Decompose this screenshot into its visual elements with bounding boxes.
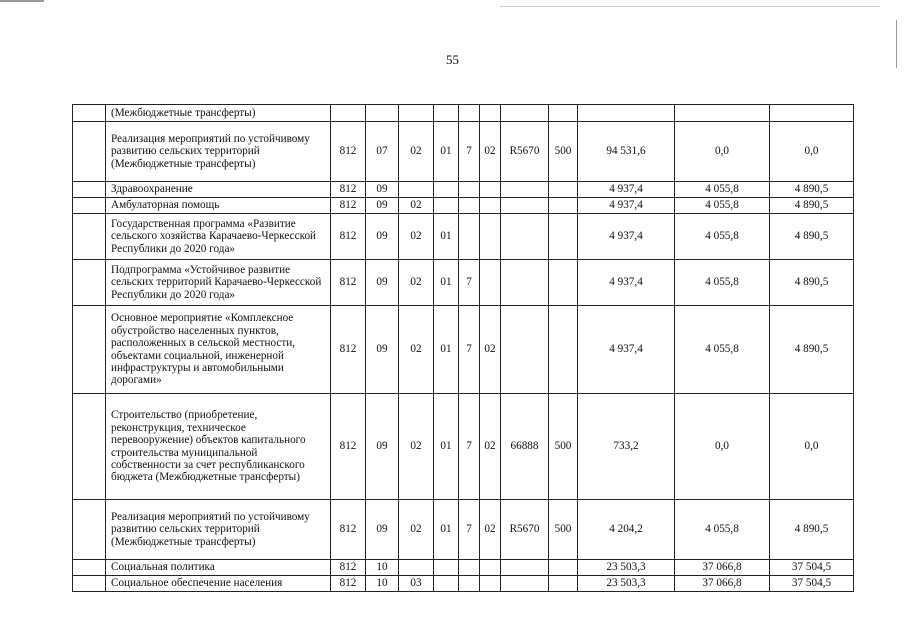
cell-subsection — [399, 182, 434, 198]
cell-expense-type — [549, 182, 578, 198]
cell-program — [434, 560, 459, 576]
cell-amount-year2: 4 055,8 — [675, 198, 770, 214]
cell-amount-year1: 4 937,4 — [578, 198, 675, 214]
cell-item-name: Реализация мероприятий по устойчивому развитию сельских территорий (Межбюджетные трансферты) — [106, 122, 331, 182]
table-row — [73, 394, 854, 500]
cell-subsection: 02 — [399, 214, 434, 260]
cell-direction — [501, 214, 549, 260]
cell-program: 01 — [434, 260, 459, 306]
cell-subprogram: 7 — [459, 122, 480, 182]
cell-subprogram: 7 — [459, 306, 480, 394]
cell-amount-year1 — [578, 105, 675, 122]
cell-subsection — [399, 560, 434, 576]
cell-expense-type: 500 — [549, 122, 578, 182]
cell-item-name: Подпрограмма «Устойчивое развитие сельских территорий Карачаево-Черкесской Республики до 2020 года» — [106, 260, 331, 306]
cell-program — [434, 105, 459, 122]
cell-event — [480, 576, 501, 592]
cell-item-name: Амбулаторная помощь — [106, 198, 331, 214]
cell-amount-year2: 4 055,8 — [675, 214, 770, 260]
cell-subprogram: 7 — [459, 394, 480, 500]
cell-direction: R5670 — [501, 122, 549, 182]
cell-program — [434, 576, 459, 592]
cell-program: 01 — [434, 394, 459, 500]
cell-expense-type: 500 — [549, 500, 578, 560]
table-row — [73, 198, 854, 214]
cell-amount-year2: 4 055,8 — [675, 500, 770, 560]
cell-amount-year3 — [770, 105, 854, 122]
cell-subprogram: 7 — [459, 260, 480, 306]
cell-expense-type — [549, 306, 578, 394]
cell-section: 10 — [366, 576, 399, 592]
cell-item-name: Строительство (приобретение, реконструкция, техническое перевооружение) объектов капитального строительства муниципальной собственности за счет республиканского бюджета (Межбюджетные трансферты) — [106, 394, 331, 500]
cell-event: 02 — [480, 306, 501, 394]
cell-index — [73, 182, 106, 198]
cell-amount-year3: 4 890,5 — [770, 500, 854, 560]
cell-section: 09 — [366, 260, 399, 306]
cell-amount-year1: 23 503,3 — [578, 576, 675, 592]
cell-section: 09 — [366, 182, 399, 198]
cell-index — [73, 576, 106, 592]
cell-index — [73, 394, 106, 500]
cell-ministry: 812 — [331, 500, 366, 560]
table-row — [73, 306, 854, 394]
cell-program — [434, 198, 459, 214]
cell-ministry: 812 — [331, 214, 366, 260]
cell-expense-type — [549, 576, 578, 592]
cell-ministry: 812 — [331, 122, 366, 182]
cell-amount-year1: 4 937,4 — [578, 182, 675, 198]
cell-expense-type — [549, 260, 578, 306]
cell-index — [73, 306, 106, 394]
cell-amount-year1: 23 503,3 — [578, 560, 675, 576]
cell-subprogram — [459, 182, 480, 198]
page-number: 55 — [446, 52, 459, 67]
cell-subprogram — [459, 198, 480, 214]
cell-amount-year3: 4 890,5 — [770, 260, 854, 306]
cell-ministry: 812 — [331, 306, 366, 394]
cell-amount-year2: 0,0 — [675, 122, 770, 182]
cell-expense-type: 500 — [549, 394, 578, 500]
cell-amount-year2: 0,0 — [675, 394, 770, 500]
cell-expense-type — [549, 214, 578, 260]
cell-event — [480, 214, 501, 260]
cell-amount-year2: 4 055,8 — [675, 306, 770, 394]
cell-item-name: Здравоохранение — [106, 182, 331, 198]
cell-direction — [501, 182, 549, 198]
cell-ministry: 812 — [331, 198, 366, 214]
cell-subsection: 02 — [399, 394, 434, 500]
cell-amount-year3: 37 504,5 — [770, 576, 854, 592]
cell-section: 07 — [366, 122, 399, 182]
cell-amount-year3: 4 890,5 — [770, 198, 854, 214]
cell-section: 09 — [366, 500, 399, 560]
cell-section: 10 — [366, 560, 399, 576]
cell-direction — [501, 260, 549, 306]
cell-section — [366, 105, 399, 122]
cell-subsection: 02 — [399, 122, 434, 182]
cell-ministry: 812 — [331, 182, 366, 198]
cell-item-name: Реализация мероприятий по устойчивому развитию сельских территорий (Межбюджетные трансферты) — [106, 500, 331, 560]
cell-program: 01 — [434, 214, 459, 260]
cell-direction — [501, 560, 549, 576]
cell-ministry: 812 — [331, 394, 366, 500]
cell-program — [434, 182, 459, 198]
cell-event — [480, 105, 501, 122]
cell-direction: R5670 — [501, 500, 549, 560]
cell-subsection: 02 — [399, 306, 434, 394]
cell-subsection — [399, 105, 434, 122]
table-row — [73, 260, 854, 306]
cell-section: 09 — [366, 306, 399, 394]
cell-amount-year3: 4 890,5 — [770, 214, 854, 260]
cell-amount-year1: 4 204,2 — [578, 500, 675, 560]
cell-expense-type — [549, 105, 578, 122]
cell-amount-year2 — [675, 105, 770, 122]
cell-subprogram — [459, 105, 480, 122]
cell-amount-year3: 37 504,5 — [770, 560, 854, 576]
cell-event — [480, 560, 501, 576]
table-row — [73, 214, 854, 260]
cell-item-name: Социальное обеспечение населения — [106, 576, 331, 592]
cell-amount-year2: 37 066,8 — [675, 576, 770, 592]
table-row — [73, 182, 854, 198]
cell-amount-year1: 733,2 — [578, 394, 675, 500]
cell-amount-year3: 0,0 — [770, 122, 854, 182]
cell-index — [73, 105, 106, 122]
cell-amount-year1: 4 937,4 — [578, 214, 675, 260]
cell-subprogram — [459, 576, 480, 592]
cell-section: 09 — [366, 198, 399, 214]
table-row — [73, 576, 854, 592]
cell-direction — [501, 198, 549, 214]
cell-expense-type — [549, 198, 578, 214]
table-row — [73, 105, 854, 122]
cell-index — [73, 260, 106, 306]
table-row — [73, 560, 854, 576]
cell-amount-year1: 94 531,6 — [578, 122, 675, 182]
cell-ministry: 812 — [331, 576, 366, 592]
cell-index — [73, 500, 106, 560]
cell-subprogram: 7 — [459, 500, 480, 560]
budget-table — [72, 104, 854, 592]
cell-ministry: 812 — [331, 260, 366, 306]
cell-amount-year3: 4 890,5 — [770, 182, 854, 198]
cell-direction: 66888 — [501, 394, 549, 500]
cell-section: 09 — [366, 214, 399, 260]
scan-mark-top-line — [500, 6, 880, 7]
cell-expense-type — [549, 560, 578, 576]
cell-direction — [501, 576, 549, 592]
cell-index — [73, 214, 106, 260]
cell-index — [73, 560, 106, 576]
cell-event: 02 — [480, 500, 501, 560]
cell-ministry — [331, 105, 366, 122]
cell-event — [480, 198, 501, 214]
cell-program: 01 — [434, 500, 459, 560]
cell-amount-year3: 0,0 — [770, 394, 854, 500]
cell-item-name: Основное мероприятие «Комплексное обустройство населенных пунктов, расположенных в сельской местности, объектами социальной, инженерной инфраструктуры и автомобильными дорогами» — [106, 306, 331, 394]
cell-subprogram — [459, 560, 480, 576]
cell-direction — [501, 306, 549, 394]
cell-subsection: 02 — [399, 260, 434, 306]
cell-amount-year1: 4 937,4 — [578, 260, 675, 306]
cell-section: 09 — [366, 394, 399, 500]
table-row — [73, 500, 854, 560]
cell-item-name: (Межбюджетные трансферты) — [106, 105, 331, 122]
cell-item-name: Государственная программа «Развитие сельского хозяйства Карачаево-Черкесской Республики до 2020 года» — [106, 214, 331, 260]
cell-amount-year3: 4 890,5 — [770, 306, 854, 394]
cell-subsection: 03 — [399, 576, 434, 592]
cell-ministry: 812 — [331, 560, 366, 576]
cell-amount-year2: 4 055,8 — [675, 182, 770, 198]
cell-index — [73, 122, 106, 182]
cell-event — [480, 182, 501, 198]
cell-direction — [501, 105, 549, 122]
cell-program: 01 — [434, 306, 459, 394]
table-body — [73, 105, 854, 592]
cell-amount-year2: 37 066,8 — [675, 560, 770, 576]
cell-subsection: 02 — [399, 198, 434, 214]
cell-event: 02 — [480, 394, 501, 500]
cell-subsection: 02 — [399, 500, 434, 560]
cell-program: 01 — [434, 122, 459, 182]
cell-item-name: Социальная политика — [106, 560, 331, 576]
cell-amount-year1: 4 937,4 — [578, 306, 675, 394]
cell-event: 02 — [480, 122, 501, 182]
cell-amount-year2: 4 055,8 — [675, 260, 770, 306]
cell-event — [480, 260, 501, 306]
cell-subprogram — [459, 214, 480, 260]
cell-index — [73, 198, 106, 214]
table-row — [73, 122, 854, 182]
scan-mark-top-left — [0, 0, 44, 2]
